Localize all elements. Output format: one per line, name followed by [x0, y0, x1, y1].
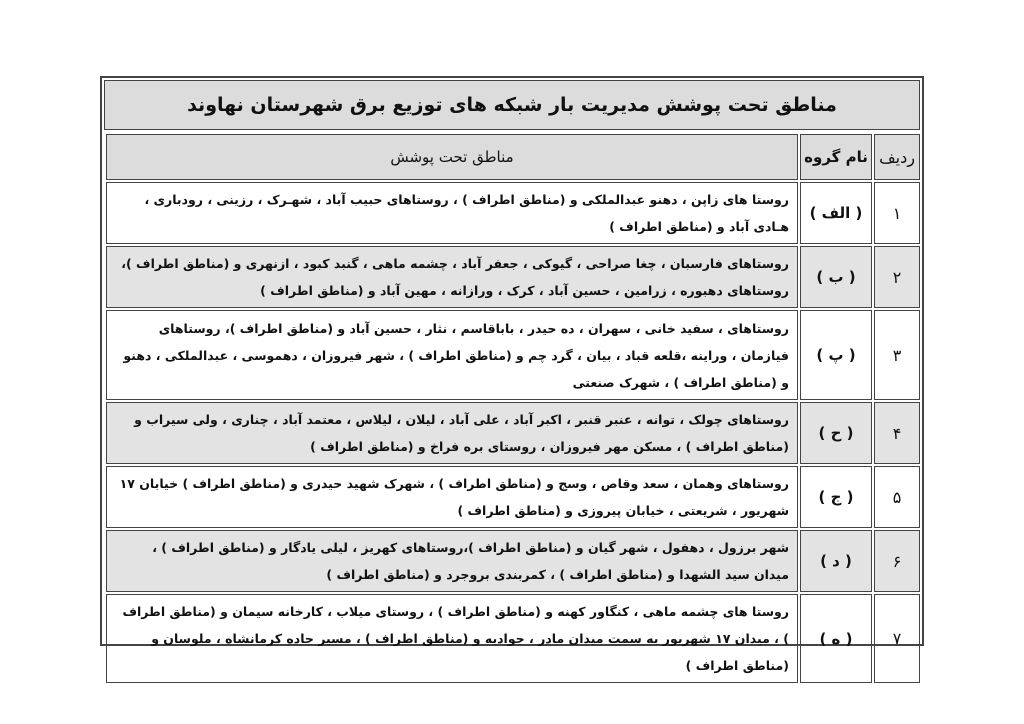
table-row	[106, 530, 920, 592]
covered-areas: روستاهای ، سفید خانی ، سهران ، ده حیدر ، باباقاسم ، نثار ، حسین آباد و (مناطق اطراف )، روستاهای فیازمان ، وراینه ،قلعه قباد ، بیان ، گرد چم و (مناطق اطراف ) ، شهر فیروزان ، دهموسی ، عبدالملکی ، دهنو و (مناطق اطراف ) ، شهرک صنعتی	[106, 310, 798, 400]
row-number: ۶	[874, 530, 920, 592]
covered-areas: روستا های چشمه ماهی ، کنگاور کهنه و (مناطق اطراف ) ، روستای میلاب ، کارخانه سیمان و (مناطق اطراف ) ، میدان ۱۷ شهریور به سمت میدان مادر ، جوادیه و (مناطق اطراف ) ، مسیر جاده کرمانشاه ، ملوسان و (مناطق اطراف )	[106, 594, 798, 683]
table-row	[106, 402, 920, 464]
group-name: ( ح )	[800, 402, 872, 464]
group-name: ( الف )	[800, 182, 872, 244]
row-number: ۱	[874, 182, 920, 244]
row-number: ۷	[874, 594, 920, 683]
coverage-table	[104, 132, 922, 685]
row-number: ۴	[874, 402, 920, 464]
group-name: ( ب )	[800, 246, 872, 308]
page-title: مناطق تحت پوشش مدیریت بار شبکه های توزیع برق شهرستان نهاوند	[104, 80, 920, 130]
group-name: ( ج )	[800, 466, 872, 528]
row-number: ۲	[874, 246, 920, 308]
covered-areas: روستا های زاپن ، دهنو عبدالملکی و (مناطق اطراف ) ، روستاهای حبیب آباد ، شهـرک ، رزینی ، رودباری ، هـادی آباد و (مناطق اطراف )	[106, 182, 798, 244]
row-number: ۳	[874, 310, 920, 400]
table-row	[106, 246, 920, 308]
covered-areas: روستاهای فارسبان ، چغا صراحی ، گیوکی ، جعفر آباد ، چشمه ماهی ، گنبد کبود ، ازنهری و (مناطق اطراف )، روستاهای دهبوره ، زرامین ، حسین آباد ، کرک ، ورازانه ، مهین آباد و (مناطق اطراف )	[106, 246, 798, 308]
header-row-number: ردیف	[874, 134, 920, 180]
covered-areas: شهر برزول ، دهفول ، شهر گیان و (مناطق اطراف )،روستاهای کهریز ، لیلی یادگار و (مناطق اطراف ) ، میدان سید الشهدا و (مناطق اطراف ) ، کمربندی بروجرد و (مناطق اطراف )	[106, 530, 798, 592]
table-row	[106, 466, 920, 528]
group-name: ( پ )	[800, 310, 872, 400]
covered-areas: روستاهای چولک ، توانه ، عنبر قنبر ، اکبر آباد ، علی آباد ، لیلان ، لیلاس ، معتمد آباد ، چناری ، ولی سیراب و (مناطق اطراف ) ، مسکن مهر فیروزان ، روستای بره فراخ و (مناطق اطراف )	[106, 402, 798, 464]
covered-areas: روستاهای وهمان ، سعد وقاص ، وسج و (مناطق اطراف ) ، شهرک شهید حیدری و (مناطق اطراف ) خیابان ۱۷ شهریور ، شریعتی ، خیابان پیروزی و (مناطق اطراف )	[106, 466, 798, 528]
header-group-name: نام گروه	[800, 134, 872, 180]
table-row	[106, 310, 920, 400]
header-covered-areas: مناطق تحت پوشش	[106, 134, 798, 180]
table-header-row	[106, 134, 920, 180]
table-row	[106, 594, 920, 683]
group-name: ( ه )	[800, 594, 872, 683]
document-frame	[100, 76, 924, 673]
table-row	[106, 182, 920, 244]
row-number: ۵	[874, 466, 920, 528]
group-name: ( د )	[800, 530, 872, 592]
